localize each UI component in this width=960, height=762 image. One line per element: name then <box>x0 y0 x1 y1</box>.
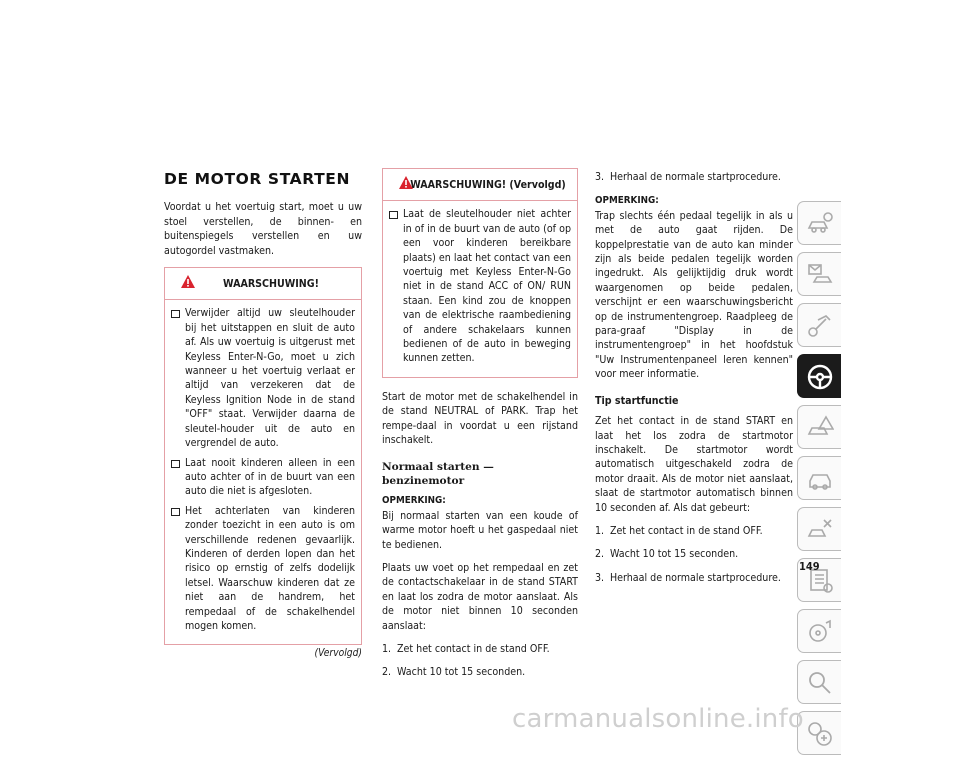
column-3 <box>595 168 793 595</box>
chapter-tab-car-crash[interactable] <box>797 456 841 500</box>
tip-list <box>595 524 793 585</box>
tip-paragraph: Zet het contact in de stand START en laat het los zodra de startmotor inschakelt. De startmotor wordt automatisch uitgeschakeld zodra de motor draait. Als de motor niet aanslaat, slaat de startmotor automatisch binnen 10 seconden af. Als dat gebeurt: <box>595 415 793 514</box>
procedure-list <box>382 642 578 680</box>
checkbox-bullet-icon <box>389 211 398 219</box>
chapter-tabs <box>797 201 843 762</box>
normal-start-heading: Normaal starten — benzinemotor <box>382 460 494 487</box>
procedure-list-continued <box>595 170 793 184</box>
warning-title: WAARSCHUWING! (Vervolgd) <box>410 179 566 191</box>
multimedia-icon <box>806 618 834 646</box>
note-text: Bij normaal starten van een koude of warme motor hoeft u het gaspedaal niet te bedienen. <box>382 509 578 551</box>
note-label: OPMERKING: <box>595 195 659 207</box>
warning-body <box>383 201 577 376</box>
car-key-icon <box>806 312 834 340</box>
warning-box <box>164 267 362 645</box>
warning-item-text: Het achterlaten van kinderen zonder toezicht in een auto is om verschillende redenen gevaarlijk. Kinderen of derden lopen dan het risico op ernstig of zelfs dodelijk letsel. Waarschuw kinderen dat ze niet aan de handrem, het rempedaal of de schakelhendel mogen komen. <box>185 504 355 632</box>
chapter-tab-car-key[interactable] <box>797 303 841 347</box>
warning-item <box>169 456 355 499</box>
chapter-tab-starting-and-operating[interactable] <box>797 354 841 398</box>
continued-label: (Vervolgd) <box>314 648 362 660</box>
chapter-tab-car-tools[interactable] <box>797 507 841 551</box>
car-crash-icon <box>806 465 834 493</box>
tip-heading: Tip startfunctie <box>595 394 679 407</box>
car-info-icon <box>806 210 834 238</box>
chapter-tab-car-info[interactable] <box>797 201 841 245</box>
watermark-text: carmanualsonline.info <box>512 704 804 734</box>
chapter-tab-car-warning[interactable] <box>797 405 841 449</box>
chapter-tab-index[interactable] <box>797 660 841 704</box>
car-tools-icon <box>806 516 834 544</box>
warning-item <box>169 306 355 450</box>
warning-header <box>165 268 361 300</box>
search-icon <box>806 669 834 697</box>
checkbox-bullet-icon <box>171 508 180 516</box>
checkbox-bullet-icon <box>171 460 180 468</box>
list-item: 2. Wacht 10 tot 15 seconden. <box>595 548 739 561</box>
list-item: 3. Herhaal de normale startprocedure. <box>595 171 781 183</box>
warning-item-text: Verwijder altijd uw sleutelhouder bij het uitstappen en sluit de auto af. Als uw voertuig is uitgerust met Keyless Enter-N-Go, moet u zich wanneer u het voertuig verlaat er altijd van verzekeren dat de Keyless Ignition Node in de stand "OFF" staat. Verwijder daarna de sleutel-houder uit de auto en vergrendel de auto. <box>185 307 355 450</box>
language-icon <box>806 720 834 748</box>
warning-item-text: Laat nooit kinderen alleen in een auto achter of in de buurt van een auto die niet is afgesloten. <box>185 456 355 498</box>
warning-header <box>383 169 577 201</box>
warning-box-continued <box>382 168 578 378</box>
warning-item-text: Laat de sleutelhouder niet achter in of in de buurt van de auto (of op een voor kinderen bereikbare plaats) en laat het contact van een voertuig met Keyless Enter-N-Go niet in de stand ACC of ON/ RUN staan. Een kind zou de knoppen van de elektrische raambediening of andere schakelaars kunnen bedienen of de auto in beweging kunnen zetten. <box>403 208 571 365</box>
chapter-tab-car-mail[interactable] <box>797 252 841 296</box>
warning-triangle-icon <box>181 275 195 288</box>
warning-title: WAARSCHUWING! <box>223 278 319 291</box>
car-mail-icon <box>806 261 834 289</box>
column-2 <box>382 168 578 690</box>
warning-item <box>169 504 355 634</box>
column-1 <box>164 168 362 662</box>
procedure-paragraph: Plaats uw voet op het rempedaal en zet de contactschakelaar in de stand START en laat los zodra de motor aanslaat. Als de motor niet binnen 10 seconden aanslaat: <box>382 561 578 632</box>
chapter-tab-multimedia[interactable] <box>797 609 841 653</box>
intro-paragraph: Voordat u het voertuig start, moet u uw stoel verstellen, de binnen- en buitenspiegels verstellen en uw autogordel vastmaken. <box>164 201 362 257</box>
checkbox-bullet-icon <box>171 310 180 318</box>
warning-triangle-icon <box>399 176 413 189</box>
warning-body <box>165 300 361 644</box>
list-item: 2. Wacht 10 tot 15 seconden. <box>382 666 526 679</box>
list-item: 3. Herhaal de normale startprocedure. <box>595 571 781 584</box>
steering-wheel-icon <box>806 363 834 391</box>
list-item: 1. Zet het contact in de stand OFF. <box>595 524 763 537</box>
section-title: DE MOTOR STARTEN <box>164 170 351 188</box>
note-text: Trap slechts één pedaal tegelijk in als u met de auto gaat rijden. De koppelprestatie van de auto kan minder zijn als beide pedalen tegelijk worden ingedrukt. Als gelijktijdig druk wordt waargenomen op beide pedalen, verschijnt er een waarschuwingsbericht op de instrumentengroep. Raadpleeg de para-graaf "Display in de instrumentengroep" in het hoofdstuk "Uw Instrumentenpaneel leren kennen" voor meer informatie. <box>595 209 793 381</box>
start-paragraph: Start de motor met de schakelhendel in de stand NEUTRAL of PARK. Trap het rempe-daal in voordat u een rijstand inschakelt. <box>382 390 578 447</box>
note-label: OPMERKING: <box>382 495 446 507</box>
warning-item <box>387 207 571 365</box>
car-warning-icon <box>806 414 834 442</box>
page-number: 149 <box>799 560 820 573</box>
list-item: 1. Zet het contact in de stand OFF. <box>382 642 550 655</box>
